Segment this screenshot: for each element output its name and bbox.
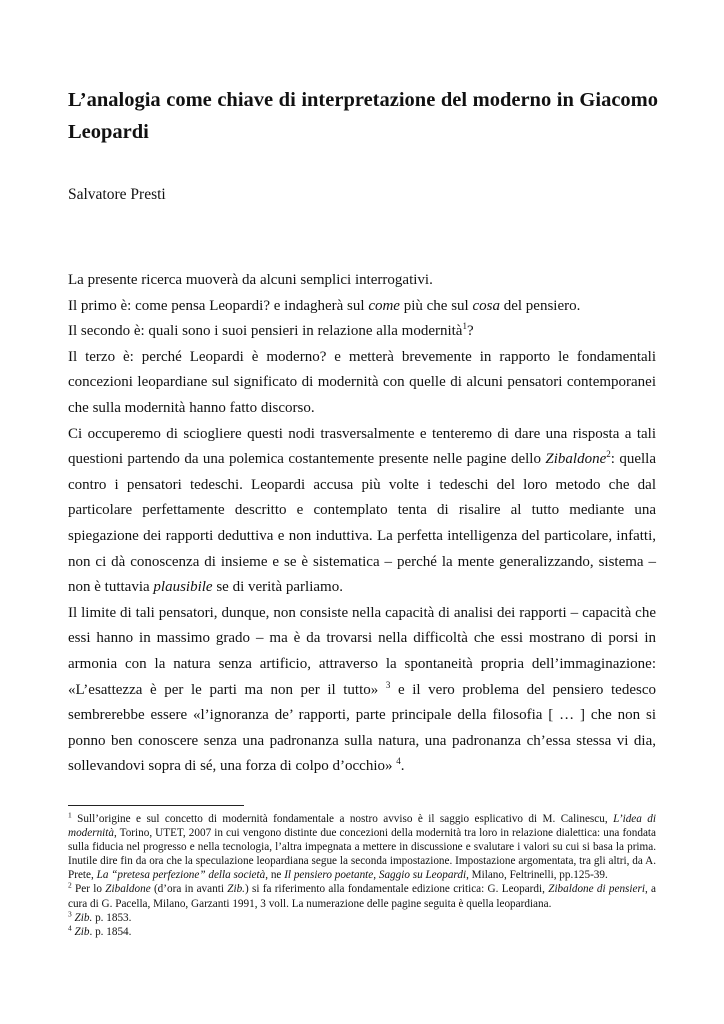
footnote-ref-2[interactable]: 2 <box>606 449 611 460</box>
footnote-3: $^3$ Zib. p. 1853. <box>68 908 132 924</box>
footnote-4: $^4$ Zib. p. 1854. <box>68 923 132 938</box>
paragraph-5: Ci occuperemo di sciogliere questi nodi trasversalmente e tenteremo di dare una risposta a tali questioni partendo da una polemica costantemente presente nelle pagine dello Zibaldone$^2$: quella contro i pensatori tedeschi. Leopardi accusa più volte i tedeschi del loro metodo che dal particolare perfettamente descritto e contemplato tenta di risalire al tutto mediante una spiegazione dei rapporti deduttiva e non induttiva. La perfetta intelligenza del particolare, infatti, non ci dà conoscenza di insieme e se è sistematica – perché la mente generalizzando, sistema – non è tuttavia plausibile se di verità parliamo. <box>68 425 656 596</box>
footnote-separator <box>68 805 244 806</box>
footnote-ref-1[interactable]: 1 <box>462 321 467 332</box>
body-text <box>68 268 656 780</box>
footnote-ref-3[interactable]: 3 <box>385 679 391 690</box>
footnotes <box>68 812 656 939</box>
paragraph-2: Il primo è: come pensa Leopardi? e indagherà sul come più che sul cosa del pensiero. <box>68 297 581 314</box>
author-name: Salvatore Presti <box>68 186 166 203</box>
paragraph-6: Il limite di tali pensatori, dunque, non consiste nella capacità di analisi dei rapporti – capacità che essi hanno in massimo grado – ma è da trovarsi nella difficoltà che essi mostrano di porsi in armonia con la natura senza artificio, attraverso la spontaneità propria dell’immaginazione: «L’esattezza è per le parti ma non per il tutto» $^3$ e il vero problema del pensiero tedesco sembrerebbe essere «l’ignoranza de’ rapporti, parte principale della filosofia [ … ] che non si ponno ben conoscere senza una padronanza sulla natura, una padronanza ch’essa stessa vi dia, sollevandovi sopra di sé, una forza di colpo d’occhio» $^4$. <box>68 604 656 775</box>
paragraph-3: Il secondo è: quali sono i suoi pensieri in relazione alla modernità$^1$? <box>68 321 474 340</box>
paragraph-1: La presente ricerca muoverà da alcuni semplici interrogativi. <box>68 272 433 288</box>
footnote-2: $^2$ Per lo Zibaldone (d’ora in avanti Zib.) si fa riferimento alla fondamentale edizione critica: G. Leopardi, Zibaldone di pensieri, a cura di G. Pacella, Milano, Garzanti 1991, 3 voll. La numerazione delle pagine seguita è quella leopardiana. <box>68 880 657 910</box>
footnote-1: $^1$ Sull’origine e sul concetto di modernità fondamentale a nostro avviso è il saggio esplicativo di M. Calinescu, L’idea di modernità, Torino, UTET, 2007 in cui vengono distinte due concezioni della modernità tra loro in relazione dialettica: una fondata sulla fiducia nel progresso e nella tecnologia, l’altra impegnata a mettere in discussione e svalutare i valori su cui si basa la prima. Inutile dire fin da ora che la speculazione leopardiana segue la seconda impostazione. Impostazione argomentata, tra gli altri, da A. Prete, La “pretesa perfezione” della società, ne Il pensiero poetante, Saggio su Leopardi, Milano, Feltrinelli, pp.125-39. <box>68 810 656 882</box>
document-title: L’analogia come chiave di interpretazione del moderno in Giacomo Leopardi <box>68 89 658 143</box>
paragraph-4: Il terzo è: perché Leopardi è moderno? e metterà brevemente in rapporto le fondamentali concezioni leopardiane sul significato di modernità con quelle di alcuni pensatori contemporanei che sulla modernità hanno fatto discorso. <box>68 348 656 416</box>
footnote-ref-4[interactable]: 4 <box>396 756 401 767</box>
